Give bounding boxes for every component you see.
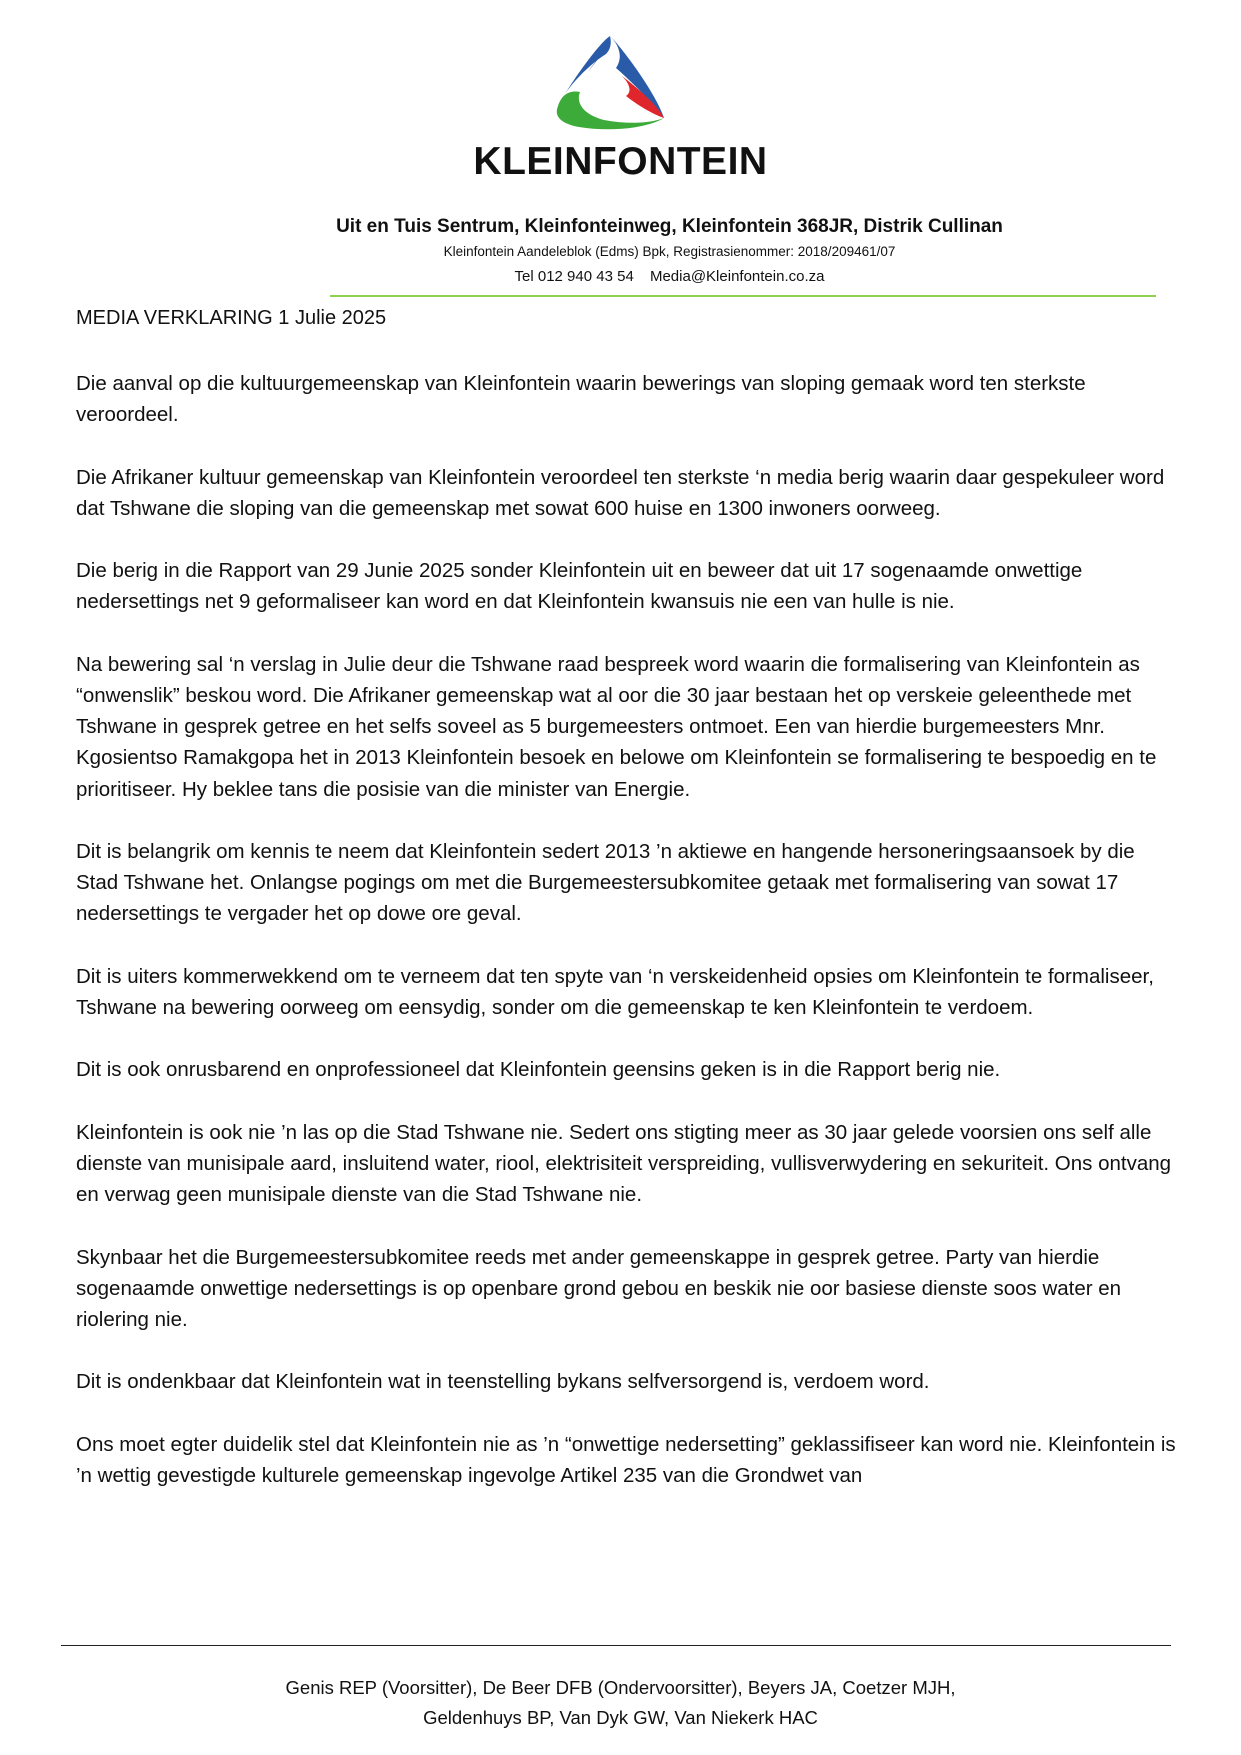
footer-line: Genis REP (Voorsitter), De Beer DFB (Ondervoorsitter), Beyers JA, Coetzer MJH, bbox=[285, 1677, 956, 1698]
address-line: Uit en Tuis Sentrum, Kleinfonteinweg, Kleinfontein 368JR, Distrik Cullinan bbox=[336, 216, 1003, 237]
paragraph: Kleinfontein is ook nie ’n las op die Stad Tshwane nie. Sedert ons stigting meer as 30 jaar gelede voorsien ons self alle dienste van munisipale aard, insluitend water, riool, elektrisiteit verspreiding, vullisverwydering en sekuriteit. Ons ontvang en verwag geen munisipale dienste van die Stad Tshwane nie. bbox=[76, 1120, 1172, 1207]
paragraph: Ons moet egter duidelik stel dat Kleinfontein nie as ’n “onwettige nedersetting” geklassifiseer kan word nie. Kleinfontein is ’n wettig gevestigde kulturele gemeenskap ingevolge Artikel 235 van die Grondwet van bbox=[76, 1432, 1176, 1487]
paragraph: Dit is uiters kommerwekkend om te verneem dat ten spyte van ‘n verskeidenheid opsies om Kleinfontein te formaliseer, Tshwane na bewering oorweeg om eensydig, sonder om die gemeenskap te ken Kleinfontein te verdoem. bbox=[76, 964, 1154, 1019]
paragraph: Die aanval op die kultuurgemeenskap van Kleinfontein waarin bewerings van sloping gemaak word ten sterkste veroordeel. bbox=[76, 372, 1086, 427]
paragraph: Na bewering sal ‘n verslag in Julie deur die Tshwane raad bespreek word waarin die formalisering van Kleinfontein as “onwenslik” beskou word. Die Afrikaner gemeenskap wat al oor die 30 jaar bestaan het op verskeie geleenthede met Tshwane in gesprek getree en het selfs soveel as 5 burgemeesters ontmoet. Een van hierdie burgemeesters Mnr. Kgosientso Ramakgopa het in 2013 Kleinfontein besoek en belowe om Kleinfontein se formalisering te bespoedig en te prioritiseer. Hy beklee tans die posisie van die minister van Energie. bbox=[76, 652, 1157, 801]
paragraph: Dit is ondenkbaar dat Kleinfontein wat in teenstelling bykans selfversorgend is, verdoem word. bbox=[76, 1370, 930, 1394]
paragraph: Dit is belangrik om kennis te neem dat Kleinfontein sedert 2013 ’n aktiewe en hangende hersoneringsaansoek by die Stad Tshwane het. Onlangse pogings om met die Burgemeestersubkomitee getaak met formalisering van sowat 17 nedersettings te vergader het op dowe ore geval. bbox=[76, 839, 1135, 926]
header-divider bbox=[330, 295, 1156, 297]
brand-name: KLEINFONTEIN bbox=[473, 140, 768, 183]
footer-line: Geldenhuys BP, Van Dyk GW, Van Niekerk HAC bbox=[423, 1707, 818, 1728]
footer-divider bbox=[61, 1645, 1171, 1646]
footer-board-members bbox=[0, 1673, 1241, 1733]
document-body bbox=[76, 368, 1176, 1522]
kleinfontein-logo-icon bbox=[552, 32, 670, 132]
phone-number: Tel 012 940 43 54 bbox=[514, 268, 634, 285]
paragraph: Die Afrikaner kultuur gemeenskap van Kleinfontein veroordeel ten sterkste ‘n media berig waarin daar gespekuleer word dat Tshwane die sloping van die gemeenskap met sowat 600 huise en 1300 inwoners oorweeg. bbox=[76, 465, 1165, 520]
email-address[interactable]: Media@Kleinfontein.co.za bbox=[649, 268, 825, 285]
paragraph: Skynbaar het die Burgemeestersubkomitee reeds met ander gemeenskappe in gesprek getree. Party van hierdie sogenaamde onwettige nedersettings is op openbare grond gebou en beskik nie oor basiese dienste soos water en riolering nie. bbox=[76, 1245, 1122, 1331]
paragraph: Dit is ook onrusbarend en onprofessioneel dat Kleinfontein geensins geken is in die Rapport berig nie. bbox=[76, 1058, 1001, 1082]
paragraph: Die berig in die Rapport van 29 Junie 2025 sonder Kleinfontein uit en beweer dat uit 17 sogenaamde onwettige nedersettings net 9 geformaliseer kan word en dat Kleinfontein kwansuis nie een van hulle is nie. bbox=[76, 559, 1083, 614]
registration-line: Kleinfontein Aandeleblok (Edms) Bpk, Registrasienommer: 2018/209461/07 bbox=[443, 244, 896, 259]
contact-line bbox=[0, 268, 1241, 285]
document-title: MEDIA VERKLARING 1 Julie 2025 bbox=[76, 307, 387, 329]
